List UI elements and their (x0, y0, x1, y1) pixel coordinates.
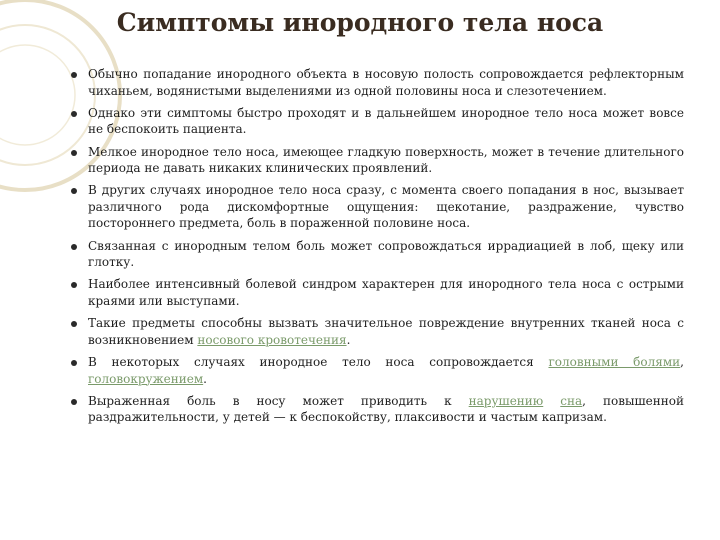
bullet-marker (71, 72, 77, 78)
bullet-text: , повышенной раздражительности, у детей — к беспокойству, плаксивости и частым капризам. (88, 393, 684, 425)
link-nasal-bleeding[interactable]: носового кровотечения (197, 332, 347, 347)
bullet-text: В некоторых случаях инородное тело носа сопровождается (88, 355, 549, 370)
bullet-item (88, 276, 684, 309)
bullet-text: , (680, 355, 684, 370)
bullet-text: . (203, 371, 207, 386)
bullet-text: Однако эти симптомы быстро проходят и в дальнейшем инородное тело носа может вовсе не беспокоить пациента. (88, 105, 684, 137)
bullet-text: . (346, 332, 351, 347)
bullet-text (543, 394, 560, 408)
bullet-marker (71, 188, 77, 194)
bullet-item (88, 144, 684, 177)
link-disorder[interactable]: нарушению (468, 393, 544, 408)
bullet-marker (71, 150, 77, 156)
bullet-text: В других случаях инородное тело носа сразу, с момента своего попадания в нос, вызывает различного рода дискомфортные ощущения: щекотание, раздражение, чувство постороннего предмета, боль в пораженной половине носа. (88, 183, 684, 231)
link-dizziness[interactable]: головокружением (88, 371, 204, 386)
link-headaches[interactable]: головными болями (548, 355, 681, 370)
bullet-text: Связанная с инородным телом боль может сопровождаться иррадиацией в лоб, щеку или глотку. (88, 238, 684, 270)
bullet-item (88, 238, 684, 271)
bullet-item (88, 66, 684, 99)
bullet-text: Мелкое инородное тело носа, имеющее гладкую поверхность, может в течение длительного периода не давать никаких клинических проявлений. (88, 144, 684, 176)
bullet-marker (71, 111, 77, 117)
bullet-list (88, 66, 684, 432)
bullet-text: Выраженная боль в носу может приводить к (88, 393, 469, 408)
bullet-marker (71, 399, 77, 405)
slide-title: Симптомы инородного тела носа (116, 8, 604, 37)
bullet-item (88, 315, 684, 348)
bullet-marker (71, 282, 77, 288)
deco-circle-inner (0, 25, 95, 165)
deco-circle-small (0, 45, 75, 145)
bullet-item (88, 182, 684, 232)
bullet-marker (71, 244, 77, 250)
link-sleep[interactable]: сна (560, 393, 583, 408)
bullet-marker (71, 321, 77, 327)
bullet-item (88, 105, 684, 138)
bullet-item (88, 393, 684, 426)
bullet-text: Обычно попадание инородного объекта в носовую полость сопровождается рефлекторным чиханьем, водянистыми выделениями из одной половины носа и слезотечением. (88, 67, 684, 98)
bullet-item (88, 354, 684, 387)
bullet-text: Наиболее интенсивный болевой синдром характерен для инородного тела носа с острыми краями или выступами. (88, 277, 684, 308)
bullet-text: Такие предметы способны вызвать значительное повреждение внутренних тканей носа с возникновением (88, 316, 684, 347)
bullet-marker (71, 360, 77, 366)
